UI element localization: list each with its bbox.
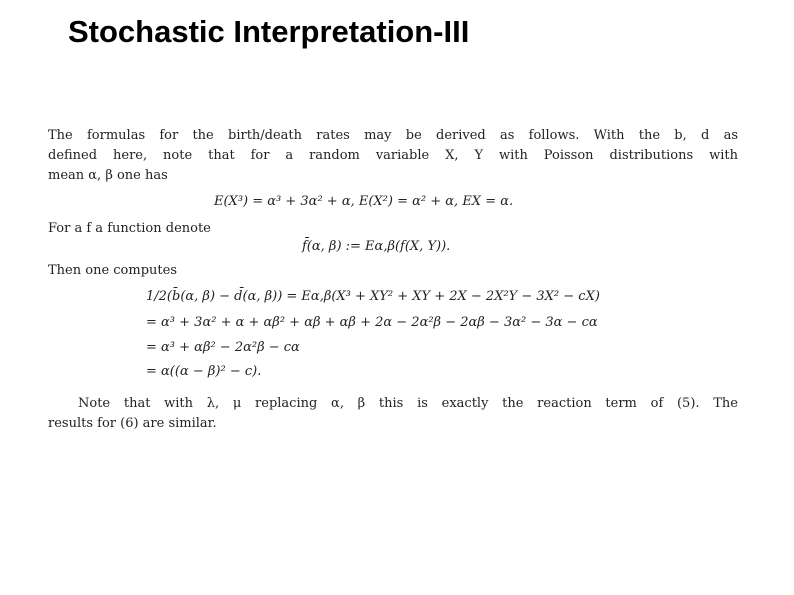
derivation-line-3: = α³ + αβ² − 2α²β − cα bbox=[146, 340, 300, 355]
closing-line-1: Note that with λ, μ replacing α, β this is exactly the reaction term of (5). The bbox=[78, 396, 738, 411]
derivation-line-4: = α((α − β)² − c). bbox=[146, 364, 262, 379]
paragraph-line-1: The formulas for the birth/death rates may be derived as follows. With the b, d as bbox=[48, 128, 738, 143]
paragraph-line-2: defined here, note that for a random variable X, Y with Poisson distributions with bbox=[48, 148, 738, 163]
derivation-line-1: 1/2(b̄(α, β) − d̄(α, β)) = Eα,β(X³ + XY² + XY + 2X − 2X²Y − 3X² − cX) bbox=[146, 289, 600, 304]
equation-f-bar: f̄(α, β) := Eα,β(f(X, Y)). bbox=[302, 239, 451, 254]
slide-title: Stochastic Interpretation-III bbox=[68, 14, 470, 49]
derivation-line-2: = α³ + 3α² + α + αβ² + αβ + αβ + 2α − 2α²β − 2αβ − 3α² − 3α − cα bbox=[146, 315, 598, 330]
then-computes-text: Then one computes bbox=[48, 263, 177, 278]
for-f-text: For a f a function denote bbox=[48, 221, 211, 236]
equation-moments: E(X³) = α³ + 3α² + α, E(X²) = α² + α, EX = α. bbox=[214, 194, 514, 209]
paragraph-line-3: mean α, β one has bbox=[48, 168, 168, 183]
closing-line-2: results for (6) are similar. bbox=[48, 416, 217, 431]
